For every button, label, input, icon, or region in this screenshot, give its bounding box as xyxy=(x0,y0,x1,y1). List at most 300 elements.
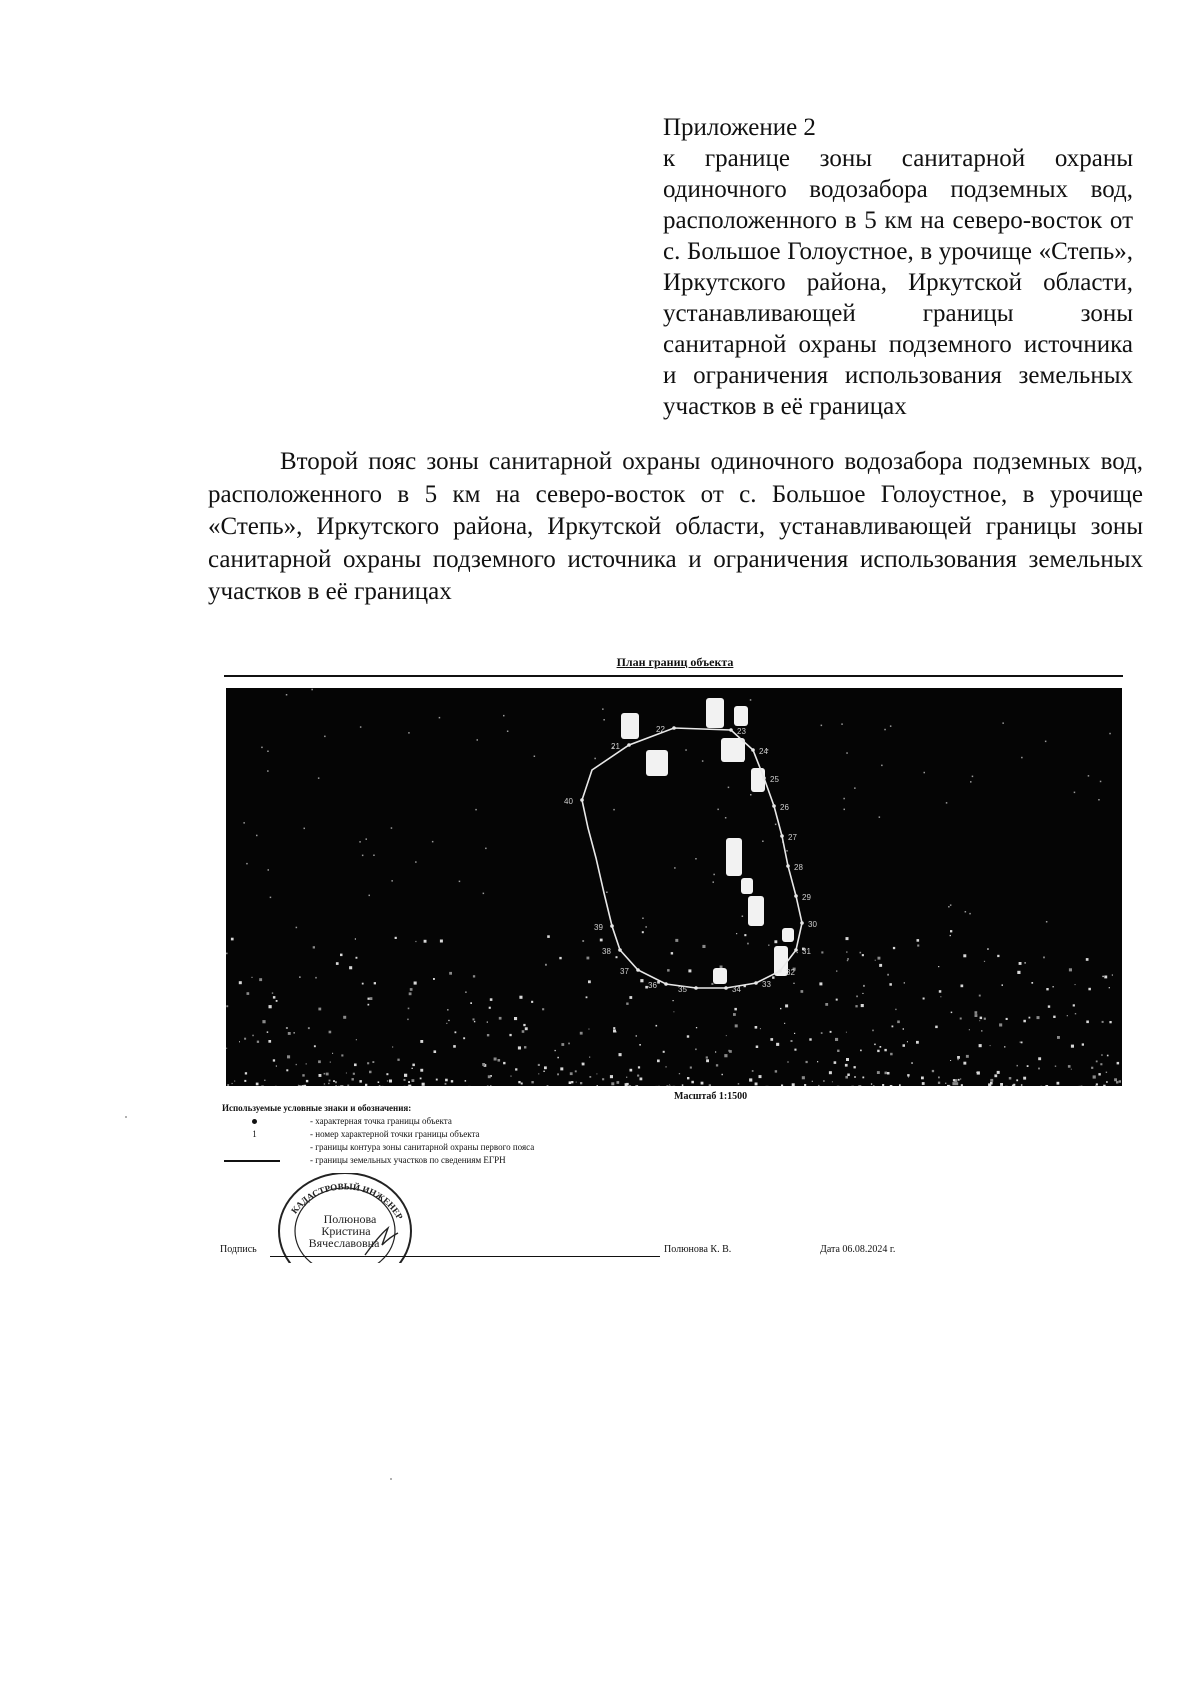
terrain-speck xyxy=(696,1027,697,1028)
terrain-speck xyxy=(845,1076,848,1079)
terrain-speck xyxy=(547,1085,549,1086)
terrain-speck xyxy=(657,1060,660,1063)
terrain-speck xyxy=(770,1038,773,1041)
terrain-speck xyxy=(412,1068,413,1069)
terrain-speck xyxy=(412,1064,415,1067)
terrain-speck xyxy=(503,1062,505,1064)
terrain-speck xyxy=(879,964,882,967)
terrain-speck xyxy=(576,1082,577,1083)
terrain-speck xyxy=(1096,1083,1098,1085)
terrain-speck xyxy=(695,858,697,860)
terrain-speck xyxy=(1081,1086,1082,1087)
terrain-speck xyxy=(642,918,644,920)
terrain-speck xyxy=(588,980,591,983)
terrain-speck xyxy=(776,1043,779,1046)
terrain-speck xyxy=(725,817,727,819)
terrain-speck xyxy=(326,1073,329,1076)
terrain-speck xyxy=(878,957,881,960)
terrain-speck xyxy=(251,977,252,978)
terrain-speck xyxy=(1045,1085,1048,1086)
boundary-point xyxy=(772,804,776,808)
terrain-speck xyxy=(349,966,352,969)
terrain-speck xyxy=(346,1073,347,1074)
terrain-speck xyxy=(568,1043,570,1045)
terrain-speck xyxy=(792,1083,795,1086)
map-patch xyxy=(734,706,748,726)
boundary-point xyxy=(786,864,790,868)
boundary-point-label: 33 xyxy=(762,980,771,989)
terrain-speck xyxy=(890,725,892,727)
terrain-speck xyxy=(1048,1005,1050,1007)
terrain-speck xyxy=(687,1077,689,1079)
terrain-speck xyxy=(273,1059,275,1061)
terrain-speck xyxy=(854,787,856,789)
terrain-speck xyxy=(1021,1084,1023,1086)
terrain-speck xyxy=(656,1025,658,1027)
terrain-speck xyxy=(523,1024,525,1026)
terrain-speck xyxy=(881,765,883,767)
terrain-speck xyxy=(690,1067,692,1069)
terrain-speck xyxy=(459,881,461,883)
legend-text: - границы земельных участков по сведениям ЕГРН xyxy=(310,1155,506,1165)
terrain-speck xyxy=(613,1030,616,1033)
terrain-speck xyxy=(318,1008,321,1011)
terrain-speck xyxy=(702,945,705,948)
terrain-speck xyxy=(750,794,752,796)
terrain-speck xyxy=(823,1080,825,1082)
terrain-speck xyxy=(582,940,584,942)
terrain-speck xyxy=(330,1062,331,1063)
boundary-point xyxy=(694,986,698,990)
terrain-speck xyxy=(445,1083,447,1085)
terrain-speck xyxy=(981,1030,982,1031)
terrain-speck xyxy=(304,1085,307,1086)
terrain-speck xyxy=(286,1027,288,1029)
terrain-speck xyxy=(948,906,950,908)
terrain-speck xyxy=(422,1083,425,1086)
terrain-speck xyxy=(451,1080,453,1082)
terrain-speck xyxy=(932,1070,934,1072)
scan-speck xyxy=(125,1116,127,1118)
terrain-speck xyxy=(328,1083,330,1085)
terrain-speck xyxy=(635,1085,638,1086)
terrain-speck xyxy=(1013,1084,1015,1086)
terrain-speck xyxy=(640,979,643,982)
boundary-point xyxy=(754,981,758,985)
terrain-speck xyxy=(432,841,434,843)
terrain-speck xyxy=(369,1071,372,1074)
terrain-speck xyxy=(415,941,416,942)
terrain-speck xyxy=(246,863,248,865)
terrain-speck xyxy=(354,1064,357,1067)
terrain-speck xyxy=(841,723,843,725)
terrain-speck xyxy=(711,983,713,985)
terrain-speck xyxy=(1000,1083,1003,1086)
terrain-speck xyxy=(939,990,942,993)
terrain-speck xyxy=(1098,799,1100,801)
terrain-speck xyxy=(347,1085,349,1086)
terrain-speck xyxy=(687,1035,689,1037)
terrain-speck xyxy=(318,777,320,779)
terrain-speck xyxy=(961,1084,963,1086)
terrain-speck xyxy=(887,974,889,976)
terrain-speck xyxy=(391,827,393,829)
terrain-speck xyxy=(1053,1016,1055,1018)
terrain-speck xyxy=(366,838,368,840)
terrain-speck xyxy=(336,1085,337,1086)
terrain-speck xyxy=(969,913,971,915)
boundary-point xyxy=(780,834,784,838)
legend-item-point-number xyxy=(222,1128,742,1141)
terrain-speck xyxy=(374,982,376,984)
terrain-speck xyxy=(847,1074,850,1077)
terrain-speck xyxy=(304,828,306,830)
boundary-point-label: 26 xyxy=(780,803,789,812)
terrain-speck xyxy=(613,1027,615,1029)
terrain-speck xyxy=(744,934,746,936)
terrain-speck xyxy=(1027,1065,1029,1067)
terrain-speck xyxy=(498,1059,501,1062)
terrain-speck xyxy=(261,747,263,749)
terrain-speck xyxy=(617,1081,620,1084)
terrain-speck xyxy=(244,1080,246,1082)
terrain-speck xyxy=(311,689,313,691)
plan-title: План границ объекта xyxy=(616,655,734,669)
terrain-speck xyxy=(575,1070,577,1072)
terrain-speck xyxy=(365,1084,367,1086)
signature-date: Дата 06.08.2024 г. xyxy=(820,1244,896,1255)
terrain-speck xyxy=(415,861,417,863)
terrain-speck xyxy=(269,1005,272,1008)
terrain-speck xyxy=(980,1017,983,1020)
terrain-speck xyxy=(306,1080,308,1082)
map-patch xyxy=(621,713,639,739)
terrain-speck xyxy=(474,1021,475,1022)
terrain-speck xyxy=(324,1083,325,1084)
terrain-speck xyxy=(804,1084,806,1086)
terrain-speck xyxy=(1006,1018,1008,1020)
terrain-speck xyxy=(302,1074,304,1076)
terrain-speck xyxy=(490,1085,491,1086)
terrain-speck xyxy=(682,1084,684,1086)
terrain-speck xyxy=(588,1029,589,1030)
terrain-speck xyxy=(1045,741,1047,743)
terrain-speck xyxy=(445,1079,448,1082)
terrain-speck xyxy=(487,1085,489,1086)
terrain-speck xyxy=(695,1049,697,1051)
terrain-speck xyxy=(329,1031,332,1034)
terrain-speck xyxy=(596,1073,597,1074)
terrain-speck xyxy=(1053,986,1054,987)
terrain-speck xyxy=(691,1081,694,1084)
terrain-speck xyxy=(299,1085,300,1086)
terrain-speck xyxy=(801,990,804,993)
terrain-speck xyxy=(797,952,798,953)
stamp-line-1: Полюнова xyxy=(323,1212,377,1226)
terrain-speck xyxy=(917,939,920,942)
terrain-speck xyxy=(713,874,715,876)
terrain-speck xyxy=(884,1049,886,1051)
terrain-speck xyxy=(734,1008,737,1011)
terrain-speck xyxy=(329,1080,331,1082)
terrain-speck xyxy=(268,869,270,871)
terrain-speck xyxy=(226,1048,227,1049)
terrain-speck xyxy=(630,1069,633,1072)
terrain-speck xyxy=(1104,976,1107,979)
terrain-speck xyxy=(752,1070,754,1072)
terrain-speck xyxy=(475,809,477,811)
terrain-speck xyxy=(410,988,413,991)
terrain-speck xyxy=(296,927,298,929)
terrain-speck xyxy=(257,1041,259,1043)
terrain-speck xyxy=(1073,1004,1075,1006)
terrain-speck xyxy=(267,770,269,772)
terrain-speck xyxy=(524,1046,526,1048)
terrain-speck xyxy=(510,1076,511,1077)
terrain-speck xyxy=(924,772,926,774)
terrain-speck xyxy=(938,1082,940,1084)
terrain-speck xyxy=(487,1034,489,1036)
terrain-speck xyxy=(453,1045,456,1048)
terrain-speck xyxy=(589,1076,591,1078)
terrain-speck xyxy=(950,1060,951,1061)
terrain-speck xyxy=(812,1081,813,1082)
terrain-speck xyxy=(559,957,561,959)
terrain-speck xyxy=(473,1018,475,1020)
terrain-speck xyxy=(950,904,952,906)
terrain-speck xyxy=(602,708,604,710)
terrain-speck xyxy=(685,749,687,751)
terrain-speck xyxy=(1109,733,1111,735)
terrain-speck xyxy=(990,1079,993,1082)
terrain-speck xyxy=(306,1063,307,1064)
terrain-speck xyxy=(332,1053,333,1054)
terrain-speck xyxy=(626,1003,628,1005)
terrain-speck xyxy=(408,732,410,734)
terrain-speck xyxy=(855,1005,857,1007)
terrain-speck xyxy=(619,1053,622,1056)
terrain-speck xyxy=(1046,921,1048,923)
map-patch xyxy=(748,896,764,926)
boundary-point xyxy=(580,798,584,802)
terrain-speck xyxy=(594,758,596,760)
terrain-speck xyxy=(273,996,276,999)
terrain-speck xyxy=(742,916,744,918)
terrain-speck xyxy=(786,850,788,852)
terrain-speck xyxy=(488,1075,491,1078)
terrain-speck xyxy=(1023,1020,1026,1023)
terrain-speck xyxy=(600,939,603,942)
terrain-speck xyxy=(414,982,417,985)
terrain-speck xyxy=(232,1083,233,1084)
terrain-speck xyxy=(1114,1078,1117,1081)
terrain-speck xyxy=(674,867,676,869)
boundary-point xyxy=(794,894,798,898)
terrain-speck xyxy=(1037,1016,1040,1019)
terrain-speck xyxy=(738,1083,740,1085)
terrain-speck xyxy=(640,1078,643,1081)
terrain-speck xyxy=(439,717,441,719)
terrain-speck xyxy=(984,1018,986,1020)
map-patch xyxy=(646,750,668,776)
terrain-speck xyxy=(525,1027,528,1030)
terrain-speck xyxy=(412,1079,415,1082)
terrain-speck xyxy=(885,1072,888,1075)
terrain-speck xyxy=(756,1046,759,1049)
terrain-speck xyxy=(542,1008,544,1010)
boundary-point xyxy=(794,948,798,952)
terrain-speck xyxy=(267,751,269,753)
terrain-speck xyxy=(729,1050,732,1053)
terrain-speck xyxy=(759,1075,762,1078)
terrain-speck xyxy=(862,1077,864,1079)
terrain-speck xyxy=(268,1040,271,1043)
terrain-speck xyxy=(1100,1063,1102,1065)
terrain-speck xyxy=(873,1086,875,1087)
terrain-speck xyxy=(465,991,467,993)
terrain-speck xyxy=(341,1054,343,1056)
terrain-speck xyxy=(794,1033,795,1034)
terrain-speck xyxy=(702,760,704,762)
terrain-speck xyxy=(935,1026,938,1029)
terrain-speck xyxy=(953,1079,955,1081)
signer-name: Полюнова К. В. xyxy=(664,1244,732,1255)
terrain-speck xyxy=(903,1028,904,1029)
terrain-speck xyxy=(716,1064,718,1066)
terrain-speck xyxy=(846,1058,849,1061)
boundary-point-label: 34 xyxy=(732,985,741,994)
terrain-speck xyxy=(688,969,691,972)
terrain-speck xyxy=(908,1077,909,1078)
terrain-speck xyxy=(227,1084,229,1086)
boundary-point-label: 40 xyxy=(564,797,573,806)
legend-heading: Используемые условные знаки и обозначения: xyxy=(222,1103,412,1113)
legend xyxy=(222,1102,742,1167)
terrain-speck xyxy=(318,1060,321,1063)
terrain-speck xyxy=(1016,1079,1018,1081)
terrain-speck xyxy=(1101,1054,1103,1056)
terrain-speck xyxy=(518,1081,520,1083)
boundary-point-label: 35 xyxy=(678,985,687,994)
terrain-speck xyxy=(557,1057,559,1059)
terrain-speck xyxy=(854,1066,856,1068)
terrain-speck xyxy=(904,982,905,983)
terrain-speck xyxy=(1091,1067,1093,1069)
terrain-speck xyxy=(726,1035,727,1036)
terrain-speck xyxy=(356,957,358,959)
terrain-speck xyxy=(379,1085,381,1086)
legend-item-land-boundary xyxy=(222,1154,742,1167)
terrain-speck xyxy=(1086,1021,1089,1024)
terrain-speck xyxy=(749,1078,752,1081)
terrain-speck xyxy=(370,997,373,1000)
plan-title-rule xyxy=(224,675,1123,677)
terrain-speck xyxy=(843,798,845,800)
stamp-line-3: Вячеславовна xyxy=(308,1236,380,1250)
terrain-speck xyxy=(449,972,452,975)
terrain-speck xyxy=(561,1043,564,1046)
terrain-speck xyxy=(589,1057,590,1058)
stamp-line-2: Кристина xyxy=(321,1224,371,1238)
terrain-speck xyxy=(1106,1081,1108,1083)
terrain-speck xyxy=(1055,1066,1056,1067)
map-patch xyxy=(751,768,765,792)
terrain-speck xyxy=(1088,988,1091,991)
terrain-speck xyxy=(434,1050,437,1053)
terrain-speck xyxy=(1093,1075,1096,1078)
terrain-speck xyxy=(893,947,895,949)
terrain-speck xyxy=(963,1062,966,1065)
terrain-speck xyxy=(846,952,847,953)
terrain-speck xyxy=(270,897,272,899)
terrain-speck xyxy=(1057,1036,1060,1039)
appendix-title: Приложение 2 xyxy=(663,114,816,141)
terrain-speck xyxy=(963,954,966,957)
terrain-speck xyxy=(407,1019,409,1021)
terrain-speck xyxy=(957,1056,960,1059)
terrain-speck xyxy=(1002,722,1004,724)
boundary-point-label: 21 xyxy=(611,742,620,751)
terrain-speck xyxy=(785,1004,788,1007)
terrain-speck xyxy=(830,1031,832,1033)
terrain-speck xyxy=(895,1009,896,1010)
terrain-speck xyxy=(979,1044,982,1047)
terrain-speck xyxy=(287,1055,290,1058)
terrain-speck xyxy=(264,1080,265,1081)
terrain-speck xyxy=(302,1085,304,1086)
terrain-speck xyxy=(975,1011,978,1014)
zone-contour-symbol xyxy=(222,1141,282,1154)
terrain-speck xyxy=(359,1080,362,1083)
terrain-speck xyxy=(408,1008,410,1010)
terrain-speck xyxy=(880,1046,882,1048)
terrain-speck xyxy=(404,1074,407,1077)
terrain-speck xyxy=(724,1054,727,1057)
terrain-speck xyxy=(1002,984,1004,986)
terrain-speck xyxy=(755,1083,758,1086)
terrain-speck xyxy=(231,938,234,941)
terrain-speck xyxy=(836,999,838,1001)
terrain-speck xyxy=(234,1081,235,1082)
terrain-speck xyxy=(837,1050,839,1052)
terrain-speck xyxy=(1019,962,1022,965)
terrain-speck xyxy=(990,1045,991,1046)
terrain-speck xyxy=(555,1050,556,1051)
terrain-speck xyxy=(911,1062,913,1064)
terrain-speck xyxy=(950,930,952,932)
terrain-speck xyxy=(261,1085,264,1086)
boundary-point xyxy=(778,969,782,973)
terrain-speck xyxy=(606,892,608,894)
terrain-speck xyxy=(1057,1082,1060,1085)
terrain-speck xyxy=(1021,1042,1023,1044)
terrain-speck xyxy=(353,1073,355,1075)
terrain-speck xyxy=(1095,1085,1096,1086)
terrain-speck xyxy=(638,1066,640,1068)
terrain-speck xyxy=(547,935,550,938)
terrain-speck xyxy=(874,1044,876,1046)
boundary-point xyxy=(664,982,668,986)
terrain-speck xyxy=(946,802,948,804)
signature-line xyxy=(270,1256,660,1257)
terrain-speck xyxy=(663,1051,665,1053)
terrain-speck xyxy=(817,1061,818,1062)
boundary-point-label: 38 xyxy=(602,947,611,956)
terrain-speck xyxy=(784,1023,785,1024)
terrain-speck xyxy=(882,1084,884,1086)
terrain-speck xyxy=(538,1064,540,1066)
terrain-speck xyxy=(482,1063,485,1066)
